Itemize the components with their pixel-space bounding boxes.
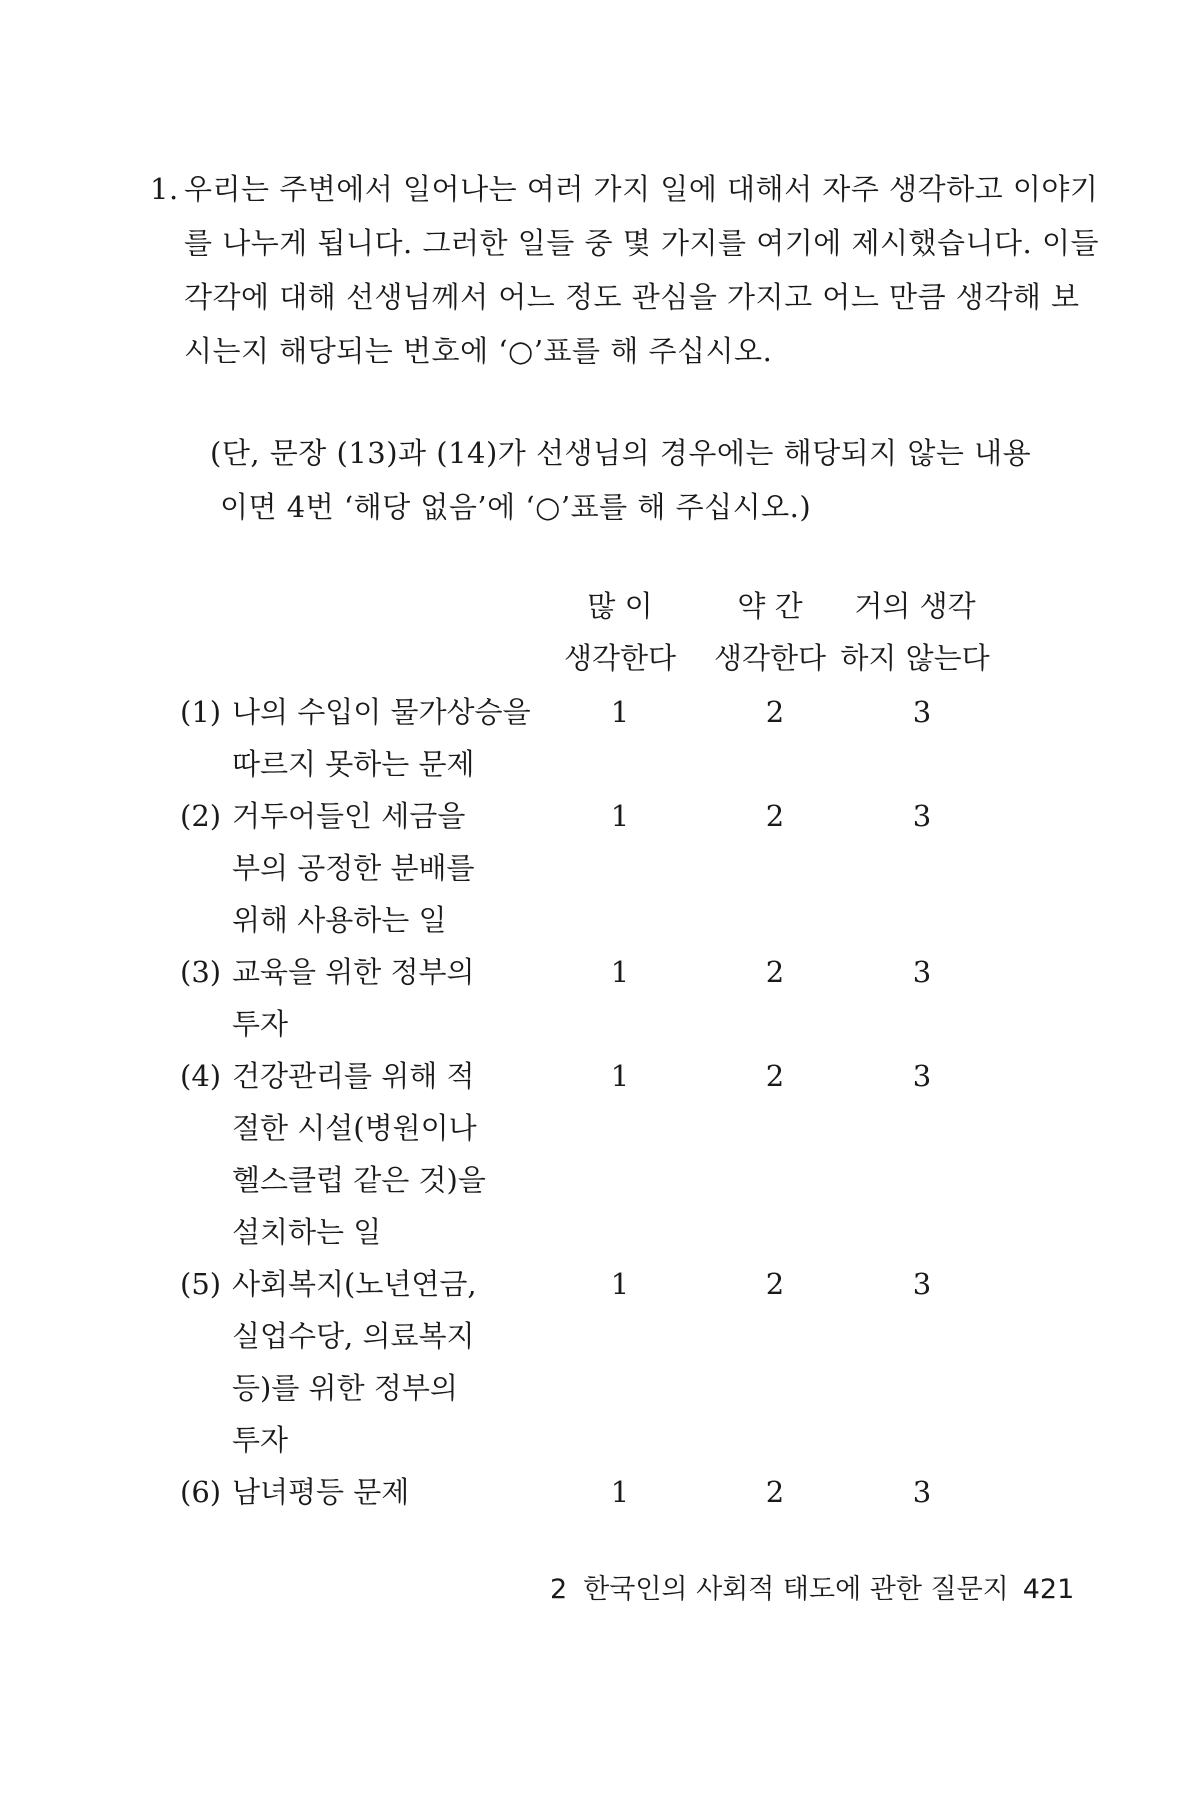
option-2[interactable]: 2 bbox=[765, 1267, 785, 1301]
question-line: 1. 우리는 주변에서 일어나는 여러 가지 일에 대해서 자주 생각하고 이야기 bbox=[150, 162, 1050, 216]
option-1[interactable]: 1 bbox=[610, 799, 630, 833]
option-1[interactable]: 1 bbox=[610, 1059, 630, 1093]
item-text: (6) 남녀평등 문제 bbox=[180, 1466, 560, 1518]
option-2[interactable]: 2 bbox=[765, 1059, 785, 1093]
item-text: (3) 교육을 위한 정부의 투자 bbox=[180, 946, 560, 1050]
option-3[interactable]: 3 bbox=[912, 1267, 932, 1301]
page-footer bbox=[550, 1570, 1074, 1610]
item-number: (6) bbox=[180, 1475, 222, 1509]
item-number: (4) bbox=[180, 1059, 222, 1093]
option-2[interactable]: 2 bbox=[765, 955, 785, 989]
scale-header-somewhat: 약 간 생각한다 bbox=[713, 589, 827, 675]
appendix-number: 2 bbox=[550, 1574, 568, 1605]
item-text: (4) 건강관리를 위해 적 절한 시설(병원이나 헬스클럽 같은 것)을 설치하는 일 bbox=[180, 1050, 560, 1258]
question-line: 각각에 대해 선생님께서 어느 정도 관심을 가지고 어느 만큼 생각해 보 bbox=[184, 280, 1080, 314]
question-block bbox=[150, 162, 1100, 378]
note-line: (단, 문장 (13)과 (14)가 선생님의 경우에는 해당되지 않는 내용 bbox=[210, 436, 1032, 470]
option-2[interactable]: 2 bbox=[765, 1475, 785, 1509]
item-number: (1) bbox=[180, 695, 222, 729]
option-1[interactable]: 1 bbox=[610, 1267, 630, 1301]
option-3[interactable]: 3 bbox=[912, 1475, 932, 1509]
note-line: 이면 4번 ‘해당 없음’에 ‘○’표를 해 주십시오.) bbox=[220, 490, 812, 524]
option-2[interactable]: 2 bbox=[765, 799, 785, 833]
scale-header-rarely: 거의 생각 하지 않는다 bbox=[840, 589, 990, 675]
item-text: (2) 거두어들인 세금을 부의 공정한 분배를 위해 사용하는 일 bbox=[180, 790, 560, 946]
option-3[interactable]: 3 bbox=[912, 955, 932, 989]
scale-header-often: 많 이 생각한다 bbox=[563, 589, 677, 675]
option-1[interactable]: 1 bbox=[610, 695, 630, 729]
option-1[interactable]: 1 bbox=[610, 955, 630, 989]
item-text: (1) 나의 수입이 물가상승을 따르지 못하는 문제 bbox=[180, 686, 560, 790]
instruction-note bbox=[210, 426, 1030, 534]
option-1[interactable]: 1 bbox=[610, 1475, 630, 1509]
page-number: 421 bbox=[1022, 1574, 1075, 1605]
option-3[interactable]: 3 bbox=[912, 695, 932, 729]
question-number: 1. bbox=[150, 172, 179, 206]
option-3[interactable]: 3 bbox=[912, 1059, 932, 1093]
option-3[interactable]: 3 bbox=[912, 799, 932, 833]
item-number: (3) bbox=[180, 955, 222, 989]
item-number: (5) bbox=[180, 1267, 222, 1301]
running-title: 한국인의 사회적 태도에 관한 질문지 bbox=[583, 1574, 1009, 1605]
option-2[interactable]: 2 bbox=[765, 695, 785, 729]
question-line: 시는지 해당되는 번호에 ‘○’표를 해 주십시오. bbox=[184, 334, 773, 368]
item-number: (2) bbox=[180, 799, 222, 833]
question-line: 를 나누게 됩니다. 그러한 일들 중 몇 가지를 여기에 제시했습니다. 이들 bbox=[184, 226, 1100, 260]
item-text: (5) 사회복지(노년연금, 실업수당, 의료복지 등)를 위한 정부의 투자 bbox=[180, 1258, 560, 1466]
